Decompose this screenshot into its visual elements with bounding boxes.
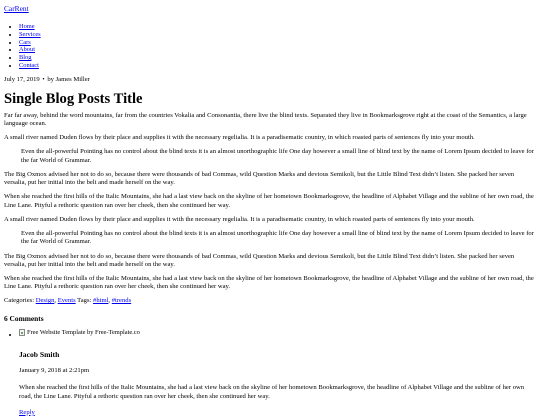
category-separator: , [54, 297, 57, 305]
comment-list [4, 329, 536, 417]
broken-image-icon [19, 329, 25, 336]
tag-separator: , [108, 297, 111, 305]
tags-label: Tags: [77, 297, 92, 305]
tag-link-html[interactable]: #html [93, 297, 109, 305]
post-title: Single Blog Posts Title [4, 90, 143, 107]
post-paragraph-4: When she reached the first hills of the Italic Mountains, she had a last view back on the skyline of her hometown Bookmarksgrove, the headline of Alphabet Village and the subline of her own road, the Line Lane. Pityful a rethoric question ran over her cheek, then she continued her way. [4, 193, 534, 209]
meta-separator: • [42, 76, 45, 84]
nav-item-about [19, 46, 536, 54]
nav-link-about[interactable]: About [19, 46, 35, 54]
nav-item-contact [19, 62, 536, 70]
post-quote-1 [21, 148, 536, 164]
post-paragraph-7: When she reached the first hills of the Italic Mountains, she had a last view back on the skyline of her hometown Bookmarksgrove, the headline of Alphabet Village and the subline of her own road, the Line Lane. Pityful a rethoric question ran over her cheek, then she continued her way. [4, 275, 534, 291]
nav-link-services[interactable]: Services [19, 30, 41, 38]
post-author: by James Miller [47, 76, 90, 84]
post-quote-2-text: Even the all-powerful Pointing has no control about the blind texts it is an almost unorthographic life One day however a small line of blind text by the name of Lorem Ipsum decided to leave for the far World of Grammar. [21, 230, 534, 246]
category-link-design[interactable]: Design [35, 297, 55, 305]
post-taxonomy [4, 297, 536, 305]
nav-item-services [19, 31, 536, 39]
nav-item-cars [19, 39, 536, 47]
avatar-alt-text: • Free Website Template by Free-Template.co [27, 328, 140, 336]
post-paragraph-2: A small river named Duden flows by their place and supplies it with the necessary regelialia. It is a paradisematic country, in which roasted parts of sentences fly into your mouth. [4, 134, 475, 142]
nav-link-contact[interactable]: Contact [19, 61, 39, 69]
comment-author: Jacob Smith [19, 349, 60, 359]
post-paragraph-5: A small river named Duden flows by their place and supplies it with the necessary regelialia. It is a paradisematic country, in which roasted parts of sentences fly into your mouth. [4, 215, 475, 223]
nav-link-home[interactable]: Home [19, 23, 35, 31]
post-paragraph-1: Far far away, behind the word mountains, far from the countries Vokalia and Consonantia, there live the blind texts. Separated they live in Bookmarksgrove right at the coast of the Semantics, a large language ocean. [4, 111, 527, 127]
avatar [19, 329, 140, 337]
comment-body [19, 350, 536, 417]
post-meta [4, 76, 536, 84]
post-quote-2 [21, 230, 536, 246]
comment-item [19, 329, 536, 417]
tag-link-trends[interactable]: #trends [111, 297, 132, 305]
comment-date: January 9, 2018 at 2:21pm [19, 367, 90, 375]
nav-item-home [19, 23, 536, 31]
brand-link[interactable]: CarRent [4, 4, 29, 13]
nav-link-cars[interactable]: Cars [19, 38, 31, 46]
post-paragraph-3: The Big Oxmox advised her not to do so, because there were thousands of bad Commas, wild Question Marks and devious Semikoli, but the Little Blind Text didn’t listen. She packed her seven versalia, put her initial into the belt and made herself on the way. [4, 170, 515, 187]
reply-link[interactable]: Reply [19, 408, 35, 416]
comments-heading: 6 Comments [4, 313, 44, 323]
nav-link-blog[interactable]: Blog [19, 54, 32, 62]
post-date: July 17, 2019 [4, 76, 40, 84]
post-quote-1-text: Even the all-powerful Pointing has no control about the blind texts it is an almost unorthographic life One day however a small line of blind text by the name of Lorem Ipsum decided to leave for the far World of Grammar. [21, 148, 534, 164]
post-paragraph-6: The Big Oxmox advised her not to do so, because there were thousands of bad Commas, wild Question Marks and devious Semikoli, but the Little Blind Text didn’t listen. She packed her seven versalia, put her initial into the belt and made herself on the way. [4, 252, 515, 268]
comment-text: When she reached the first hills of the Italic Mountains, she had a last view back on the skyline of her hometown Bookmarksgrove, the headline of Alphabet Village and the subline of her own road, the Line Lane. Pityful a rethoric question ran over her cheek, then she continued her way. [19, 384, 525, 400]
category-link-events[interactable]: Events [57, 297, 76, 305]
main-nav [4, 23, 536, 69]
categories-label: Categories: [4, 297, 35, 305]
nav-item-blog [19, 54, 536, 62]
